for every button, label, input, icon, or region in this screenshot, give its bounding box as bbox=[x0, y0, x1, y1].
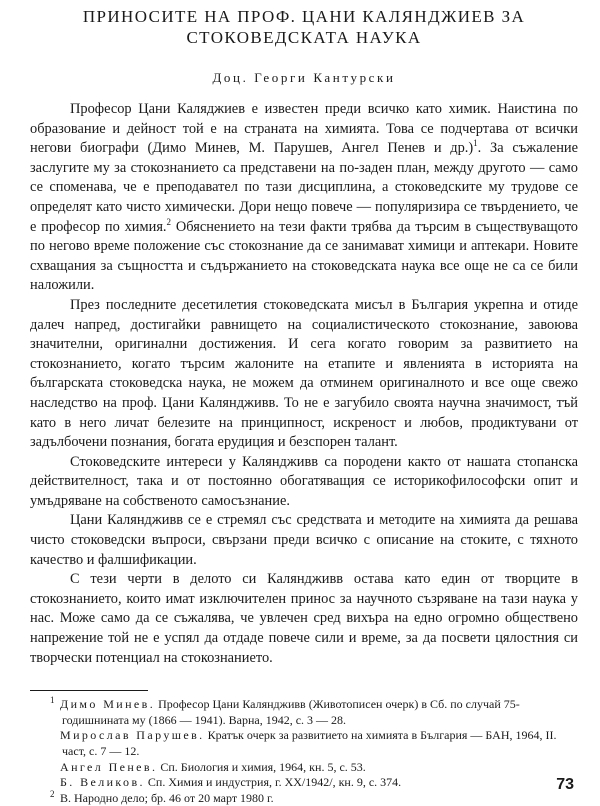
footnote-text: Сп. Химия и индустрия, г. XX/1942/, кн. 9, с. 374. bbox=[144, 775, 402, 790]
footnote-author: В. bbox=[60, 790, 72, 805]
footnote-author: Б. Великов. bbox=[60, 775, 145, 790]
paragraph-4: Цани Каляндживв се е стремял със средствата и методите на химията да решава чисто стоковедски въпроси, свързани преди всичко с описание на стоките, с тяхното качество и фалшификации. bbox=[30, 512, 578, 568]
footnote-text: Сп. Биология и химия, 1964, кн. 5, с. 53. bbox=[157, 759, 366, 774]
footnote-author: Ангел Пенев. bbox=[60, 759, 158, 774]
article-body bbox=[30, 100, 578, 668]
document-page bbox=[30, 0, 578, 805]
title-line-2: СТОКОВЕДСКАТА НАУКА bbox=[186, 28, 422, 47]
footnote bbox=[30, 760, 578, 776]
footnote-text: Кратък очерк за развитието на химията в България — БАН, 1964, II. част, с. 7 — 12. bbox=[62, 728, 557, 758]
title-line-1: ПРИНОСИТЕ НА ПРОФ. ЦАНИ КАЛЯНДЖИЕВ ЗА bbox=[82, 7, 526, 26]
footnote: 1 Димо Минев. Професор Цани Каляндживв (Животописен очерк) в Сб. по случай 75-годишнината му (1866 — 1941). Варна, 1942, с. 3 — 28. bbox=[50, 695, 520, 727]
paragraph-2: През последните десетилетия стоковедската мисъл в България укрепна и отиде далеч напред, достигайки равнището на социалистическото стокознание, завоюва значителни, оригинални достижения. И сега когато говорим за развитието на стокознанието, когато търсим жалоните на етапите и явленията в историята на българската стоковедска наука, не можем да отминем оригиналното и все още свежо наследство на проф. Цани Каляндживв. То не е загубило своята научна значимост, тъй като в него личат белезите на принципност, искреност и любов, продиктувани от задълбочени познания, богата ерудиция и безспорен талант. bbox=[30, 296, 578, 451]
paragraph-text: . За съжаление заслугите му за стокознанието са представени на по-заден план, между другото — само се споменава, че е преподавател по тази дисциплина, а стоковедските му трудове се определят като чисто химически. Дори нещо повече — популяризира се твърдението, че е професор по химия. bbox=[30, 140, 578, 235]
footnote: 2 В. Народно дело; бр. 46 от 20 март 1980 г. bbox=[50, 788, 274, 805]
paragraph-text: Обяснението на тези факти трябва да търсим в съществуващото по негово време положение със стокознание да се занимават химици и аптекари. Новите схващания за същността и съдържанието на стоковедската наука все още не са се били наложили. bbox=[30, 218, 578, 294]
paragraph-5: С тези черти в делото си Каляндживв остава като един от творците в стокознанието, които имат изключителен принос за научното съзряване на тази наука у нас. Може само да се съжалява, че увлечен сред вихъра на едно огромно обществено напрежение той не е успял да отдаде повече сили и време, за да посвети цялостния си творчески потенциал на стокознанието. bbox=[30, 571, 578, 666]
footnotes bbox=[30, 697, 578, 806]
footnote-ref-1: 1 bbox=[473, 138, 478, 149]
footnote bbox=[30, 775, 578, 791]
footnote-text: Народно дело; бр. 46 от 20 март 1980 г. bbox=[71, 790, 274, 805]
paragraph-1 bbox=[30, 100, 578, 296]
author-line: Доц. Георги Кантурски bbox=[212, 70, 396, 85]
article-title bbox=[30, 6, 578, 48]
page-number: 73 bbox=[556, 776, 574, 793]
footnote-author: Димо Минев. bbox=[60, 697, 156, 712]
footnote bbox=[30, 728, 578, 759]
footnote-text: Професор Цани Каляндживв (Животописен очерк) в Сб. по случай 75-годишнината му (1866 — 1941). Варна, 1942, с. 3 — 28. bbox=[62, 697, 520, 727]
footnote-author: Мирослав Парушев. bbox=[60, 728, 205, 743]
paragraph-text: Професор Цани Каляджиев е известен преди всичко като химик. Наистина по образование и дейност той е на страната на химията. Това се подчертава от всички негови биографи (Димо Минев, М. Парушев, Ангел Пенев и др.) bbox=[30, 101, 578, 157]
paragraph-3: Стоковедските интереси у Каляндживв са породени както от нашата стопанска действителност, така и от постоянно обогатяващия се историкофилософски опит и умъдряване на собственото самосъзнание. bbox=[30, 453, 578, 509]
footnote-ref-2: 2 bbox=[166, 216, 172, 227]
footnote-separator bbox=[30, 690, 148, 691]
